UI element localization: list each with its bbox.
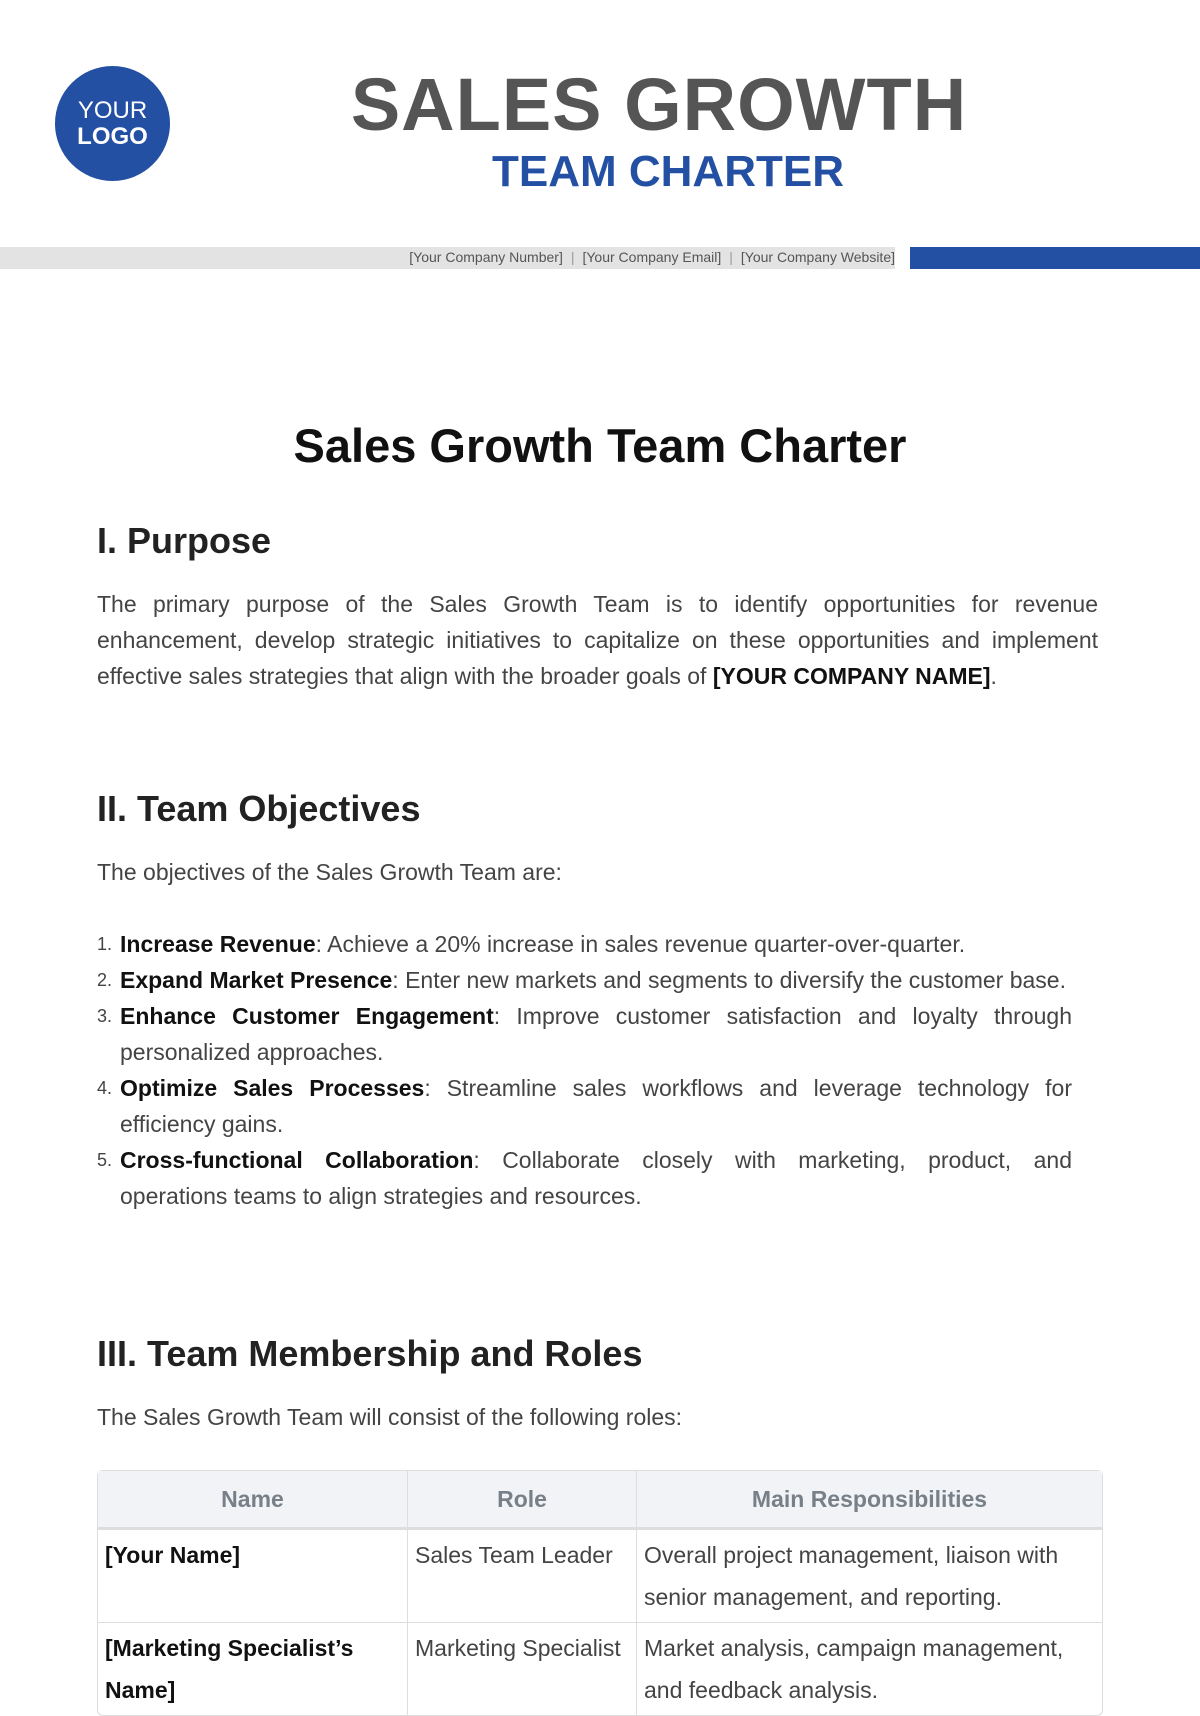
list-number: 1. — [97, 934, 113, 954]
item-title: Expand Market Presence — [120, 967, 393, 993]
item-text: : Enter new markets and segments to diversify the customer base. — [392, 967, 1066, 993]
list-number: 4. — [97, 1078, 113, 1098]
list-number: 2. — [97, 970, 113, 990]
membership-intro: The Sales Growth Team will consist of the following roles: — [97, 1404, 683, 1430]
header-subtitle: TEAM CHARTER — [492, 147, 844, 196]
logo-text: LOGO — [77, 122, 148, 150]
member-name: [Your Name] — [105, 1542, 241, 1568]
contact-info: [Your Company Number] | [Your Company Email] | [Your Company Website] — [409, 249, 895, 265]
member-role: Sales Team Leader — [407, 1529, 636, 1622]
list-item — [97, 998, 1072, 1070]
purpose-body: The primary purpose of the Sales Growth Team is to identify opportunities for revenue enhancement, develop strategic initiatives to capitalize on these opportunities and implement effective sales strategies that align with the broader goals of — [97, 591, 1098, 689]
member-responsibilities: Market analysis, campaign management, and feedback analysis. — [636, 1622, 1102, 1715]
member-role: Marketing Specialist — [407, 1622, 636, 1715]
item-title: Increase Revenue — [120, 931, 316, 957]
objectives-list — [97, 926, 1072, 1214]
member-name: [Marketing Specialist’s Name] — [105, 1635, 354, 1703]
item-title: Cross-functional Collaboration — [120, 1147, 474, 1173]
column-header: Main Responsibilities — [636, 1471, 1102, 1529]
item-text: : Collaborate closely with marketing, product, and operations teams to align strategies and resources. — [120, 1147, 1072, 1209]
purpose-text — [97, 586, 1098, 694]
list-item — [97, 1142, 1072, 1214]
item-text: : Streamline sales workflows and leverage technology for efficiency gains. — [120, 1075, 1072, 1137]
accent-bar — [910, 247, 1200, 269]
item-title: Enhance Customer Engagement — [120, 1003, 494, 1029]
section-heading-objectives: II. Team Objectives — [97, 788, 421, 829]
logo-text: YOUR — [77, 96, 148, 124]
list-item — [97, 926, 1072, 962]
section-heading-purpose: I. Purpose — [97, 520, 272, 561]
item-text: : Achieve a 20% increase in sales revenue quarter-over-quarter. — [315, 931, 966, 957]
table-header — [98, 1471, 1102, 1529]
header-title: SALES GROWTH — [350, 63, 968, 146]
item-text: : Improve customer satisfaction and loyalty through personalized approaches. — [120, 1003, 1072, 1065]
company-website: [Your Company Website] — [740, 249, 895, 265]
company-number: [Your Company Number] — [409, 249, 563, 265]
roles-table — [97, 1470, 1103, 1716]
punct: . — [990, 663, 997, 689]
list-item — [97, 962, 1072, 998]
company-name: [YOUR COMPANY NAME] — [712, 663, 991, 689]
item-title: Optimize Sales Processes — [120, 1075, 425, 1101]
company-email: [Your Company Email] — [582, 249, 722, 265]
table-row — [98, 1529, 1102, 1622]
section-heading-membership: III. Team Membership and Roles — [97, 1333, 643, 1374]
column-header: Name — [98, 1471, 407, 1529]
document-title: Sales Growth Team Charter — [293, 419, 907, 472]
column-header: Role — [407, 1471, 636, 1529]
list-number: 5. — [97, 1150, 113, 1170]
member-responsibilities: Overall project management, liaison with senior management, and reporting. — [636, 1529, 1102, 1622]
objectives-intro: The objectives of the Sales Growth Team are: — [97, 859, 562, 885]
list-number: 3. — [97, 1006, 113, 1026]
list-item — [97, 1070, 1072, 1142]
table-row — [98, 1622, 1102, 1715]
